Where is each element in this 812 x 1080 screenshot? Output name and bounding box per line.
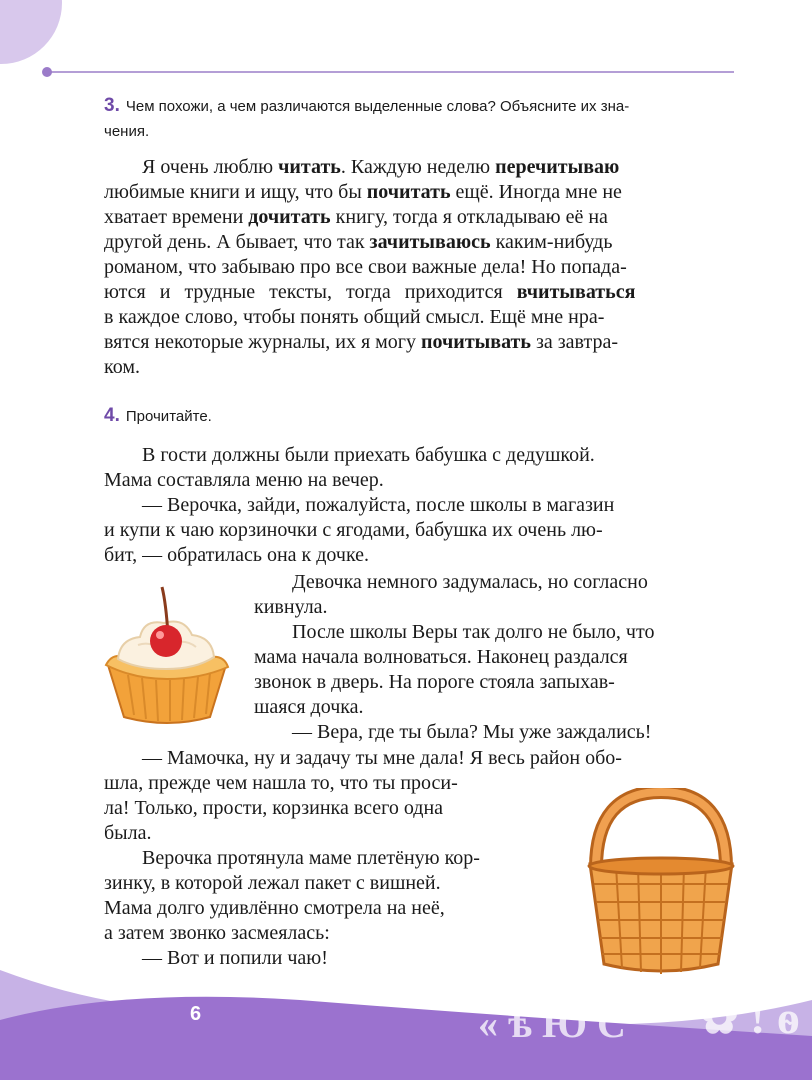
- task-number: 3.: [104, 95, 120, 116]
- top-rule: [46, 71, 734, 73]
- decorative-letters: « ѣ Ю С: [478, 1001, 626, 1046]
- highlighted-word: читать: [278, 156, 341, 178]
- highlighted-word: вчитываться: [516, 281, 636, 303]
- highlighted-word: почитать: [366, 181, 451, 203]
- task-4-heading: [104, 403, 744, 429]
- page-number: 6: [190, 1003, 202, 1025]
- basket-illustration: [586, 788, 736, 976]
- story-part-3: — Мамочка, ну и задачу ты мне дала! Я весь район обо-: [142, 747, 622, 769]
- bottom-band: [0, 960, 812, 1080]
- task-3-heading: [104, 93, 744, 144]
- story-part-1: В гости должны были приехать бабушка с дедушкой. Мама составляла меню на вечер. — Верочка, зайди, пожалуйста, после школы в магазин и купи к чаю корзиночки с ягодами, бабушка их очень лю- бит, — обратилась она к дочке.: [104, 444, 615, 566]
- task-number: 4.: [104, 405, 120, 426]
- paragraph-reading: Я очень люблю читать. Каждую неделю перечитываю любимые книги и ищу, что бы почитать ещё. Иногда мне не хватает времени дочитать книгу, тогда я откладываю её на другой день. А бывает, что так зачитываюсь каким-нибудь романом, что забываю про все свои важные дела! Но попада- ются и трудные тексты, тогда приходится вчитываться в каждое слово, чтобы понять общий смысл. Ещё мне нра- вятся некоторые журналы, их я могу почитывать за завтра- ком.: [104, 156, 636, 378]
- task-prompt: Прочитайте.: [125, 408, 212, 425]
- highlighted-word: перечитываю: [495, 156, 620, 178]
- cupcake-illustration: [100, 583, 234, 725]
- task-prompt: Чем похожи, а чем различаются выделенные слова? Объясните их зна-: [125, 98, 630, 115]
- top-rule-dot: [42, 67, 52, 77]
- highlighted-word: дочитать: [248, 206, 331, 228]
- decorative-ornament: ✿ ! ѳ: [700, 992, 800, 1043]
- story-part-4: шла, прежде чем нашла то, что ты проси- ла! Только, прости, корзинка всего одна была. Верочка протянула маме плетёную кор- зинку, в которой лежал пакет с вишней. Мама долго удивлённо смотрела на неё, а затем звонко засмеялась: — Вот и попили чаю!: [104, 772, 480, 969]
- highlighted-word: почитывать: [421, 331, 531, 353]
- corner-decoration: [0, 0, 62, 64]
- highlighted-word: зачитываюсь: [369, 231, 491, 253]
- story-part-2: Девочка немного задумалась, но согласно кивнула. После школы Веры так долго не было, что мама начала волноваться. Наконец раздался звонок в дверь. На пороге стояла запыхав- шаяся дочка. — Вера, где ты была? Мы уже заждались!: [254, 571, 655, 743]
- task-prompt-cont: чения.: [104, 123, 150, 140]
